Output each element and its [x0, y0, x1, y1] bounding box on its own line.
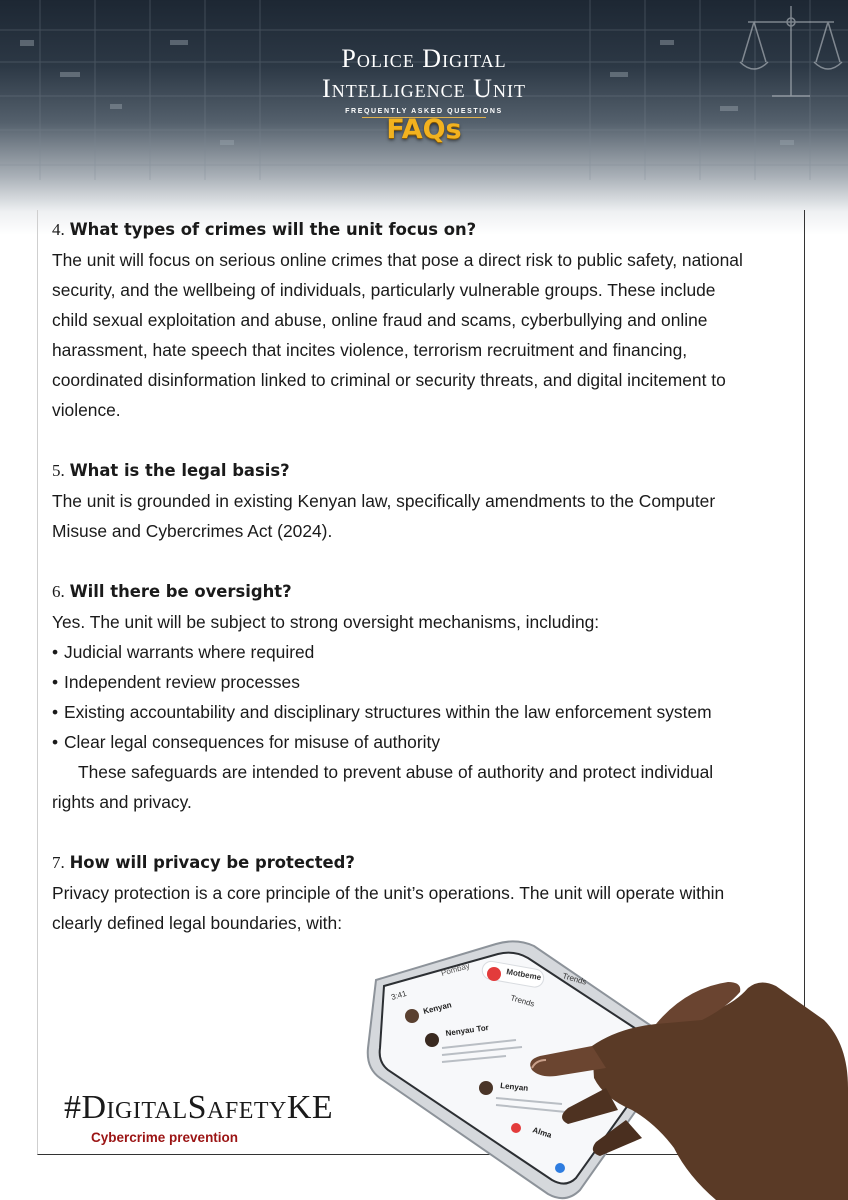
- answer-7-line-1: Privacy protection is a core principle of the unit’s operations. The unit will operate within: [52, 883, 725, 903]
- question-number: 5.: [52, 461, 65, 480]
- faqs-badge: FAQs: [386, 114, 462, 145]
- bullet-text: Existing accountability and disciplinary structures within the law enforcement system: [64, 702, 712, 722]
- phone-with-hand-illustration: [356, 928, 848, 1200]
- answer-4-line-2: security, and the wellbeing of individuals, particularly vulnerable groups. These include: [52, 280, 716, 300]
- answer-6-outro-line-1: These safeguards are intended to prevent abuse of authority and protect individual: [78, 762, 714, 782]
- phone-user-4: Alma: [531, 1125, 553, 1140]
- question-number: 6.: [52, 582, 65, 601]
- question-text: What is the legal basis?: [69, 461, 290, 480]
- bullet-item: [52, 637, 802, 667]
- phone-notification-icon: [487, 967, 501, 981]
- phone-avatar-icon: [479, 1081, 493, 1095]
- question-7: [52, 847, 802, 878]
- answer-4-line-3: child sexual exploitation and abuse, online fraud and scams, cyberbullying and online: [52, 310, 708, 330]
- section-spacer: [52, 546, 802, 576]
- answer-4-line-6: violence.: [52, 400, 121, 420]
- answer-4-line-1: The unit will focus on serious online crimes that pose a direct risk to public safety, national: [52, 250, 743, 270]
- question-number: 4.: [52, 220, 65, 239]
- bullet-icon: •: [52, 702, 59, 722]
- bullet-text: Judicial warrants where required: [64, 642, 315, 662]
- section-spacer: [52, 425, 802, 455]
- bullet-text: Clear legal consequences for misuse of authority: [64, 732, 441, 752]
- bullet-item: [52, 727, 802, 757]
- bullet-icon: •: [52, 732, 59, 752]
- answer-7-line-2: clearly defined legal boundaries, with:: [52, 913, 343, 933]
- question-6: [52, 576, 802, 607]
- header-title-line2: Intelligence Unit: [322, 74, 526, 103]
- answer-5-line-2: Misuse and Cybercrimes Act (2024).: [52, 521, 333, 541]
- question-number: 7.: [52, 853, 65, 872]
- phone-user-3: Lenyan: [499, 1081, 529, 1093]
- answer-6-outro-line-2: rights and privacy.: [52, 792, 192, 812]
- phone-heart-icon: [511, 1123, 521, 1133]
- answer-6-intro: Yes. The unit will be subject to strong oversight mechanisms, including:: [52, 612, 600, 632]
- phone-avatar-icon: [425, 1033, 439, 1047]
- phone-home-icon: [555, 1163, 565, 1173]
- phone-time: 3:41: [390, 988, 408, 1002]
- hashtag: #DigitalSafetyKE: [64, 1089, 334, 1126]
- hashtag-subtitle: Cybercrime prevention: [91, 1130, 239, 1145]
- bullet-icon: •: [52, 642, 59, 662]
- bullet-item: [52, 697, 802, 727]
- answer-4-line-4: harassment, hate speech that incites violence, terrorism recruitment and financing,: [52, 340, 688, 360]
- question-5: [52, 455, 802, 486]
- phone-user-1: Kenyan: [422, 1000, 453, 1016]
- section-spacer: [52, 817, 802, 847]
- bullet-item: [52, 667, 802, 697]
- phone-tab-motbeme: Motbeme: [505, 967, 542, 983]
- bullet-icon: •: [52, 672, 59, 692]
- header-subtitle: FREQUENTLY ASKED QUESTIONS: [345, 108, 503, 115]
- phone-tab-trends-2: Trends: [509, 993, 536, 1009]
- page-header: [0, 0, 848, 235]
- answer-5-line-1: The unit is grounded in existing Kenyan law, specifically amendments to the Computer: [52, 491, 716, 511]
- question-text: Will there be oversight?: [69, 582, 292, 601]
- phone-user-2: Nenyau Tor: [445, 1023, 490, 1038]
- bullet-text: Independent review processes: [64, 672, 300, 692]
- faq-content: [52, 214, 802, 938]
- phone-tab-pombay: Pombay: [440, 961, 471, 978]
- phone-tab-trends: Trends: [561, 971, 588, 987]
- question-text: What types of crimes will the unit focus on?: [69, 220, 477, 239]
- question-4: [52, 214, 802, 245]
- question-text: How will privacy be protected?: [69, 853, 355, 872]
- header-title-line1: Police Digital: [341, 44, 507, 73]
- answer-4-line-5: coordinated disinformation linked to criminal or security threats, and digital incitement to: [52, 370, 726, 390]
- phone-avatar-icon: [405, 1009, 419, 1023]
